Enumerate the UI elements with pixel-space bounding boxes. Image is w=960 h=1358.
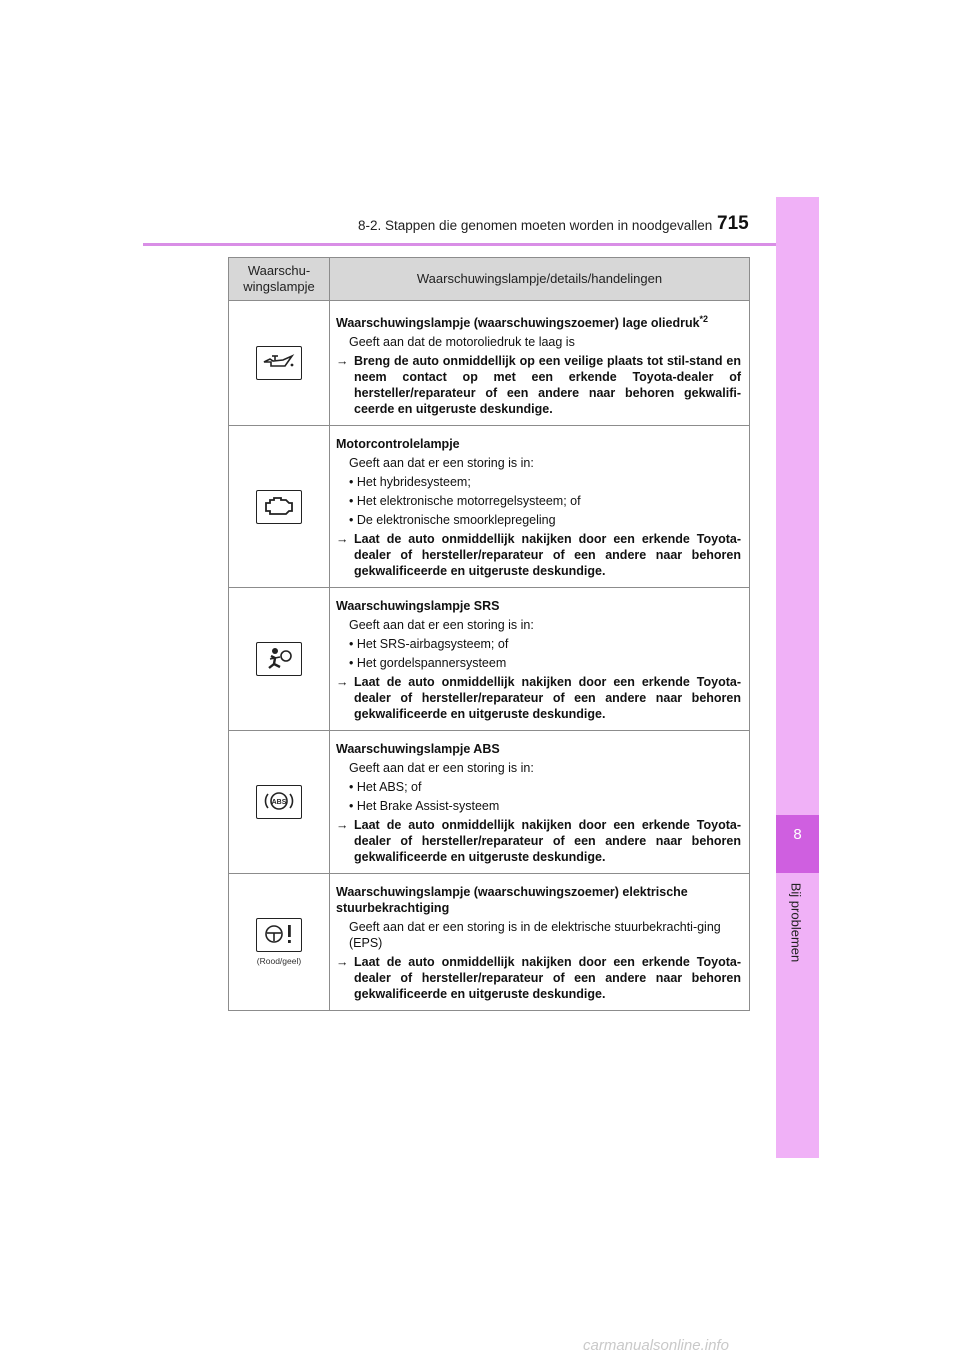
chapter-number: 8 bbox=[793, 826, 802, 843]
table-row bbox=[229, 588, 750, 731]
cause-bullet: • Het gordelspannersysteem bbox=[349, 656, 507, 671]
details-cell bbox=[330, 731, 750, 874]
abs-icon bbox=[256, 785, 302, 819]
lamp-description: Geeft aan dat er een storing is in de elektrische stuurbekrachti-ging (EPS) bbox=[349, 920, 721, 951]
arrow-icon: → bbox=[336, 532, 349, 547]
chapter-label: Bij problemen bbox=[788, 882, 804, 963]
action-instruction: → Laat de auto onmiddellijk nakijken door een erkende Toyota-dealer of hersteller/reparateur of een andere naar behoren gekwalificeerde en uitgeruste deskundige. bbox=[336, 955, 741, 1002]
action-instruction: → Laat de auto onmiddellijk nakijken door een erkende Toyota-dealer of hersteller/reparateur of een andere naar behoren gekwalificeerde en uitgeruste deskundige. bbox=[336, 818, 741, 865]
lamp-cell bbox=[229, 588, 330, 731]
table-row bbox=[229, 426, 750, 588]
warning-lights-table bbox=[228, 257, 750, 1011]
chapter-side-strip bbox=[776, 197, 819, 1158]
table-header-row bbox=[229, 258, 750, 301]
lamp-description: Geeft aan dat er een storing is in: bbox=[349, 618, 534, 633]
cause-bullet: • Het ABS; of bbox=[349, 780, 422, 795]
lamp-title: Motorcontrolelampje bbox=[336, 437, 460, 452]
abs-icon-label: ABS bbox=[271, 799, 287, 807]
header-divider bbox=[143, 243, 819, 246]
col-header-lamp-l1: Waarschu- bbox=[247, 262, 311, 278]
lamp-description: Geeft aan dat de motoroliedruk te laag is bbox=[349, 335, 575, 350]
engine-check-icon bbox=[256, 490, 302, 524]
arrow-icon: → bbox=[336, 955, 349, 970]
details-cell bbox=[330, 588, 750, 731]
cause-bullet: • Het elektronische motorregelsysteem; of bbox=[349, 494, 581, 509]
lamp-cell bbox=[229, 874, 330, 1011]
table-row bbox=[229, 731, 750, 874]
table-row bbox=[229, 874, 750, 1011]
lamp-cell bbox=[229, 731, 330, 874]
details-cell bbox=[330, 874, 750, 1011]
watermark: carmanualsonline.info bbox=[583, 1337, 729, 1354]
table-row bbox=[229, 301, 750, 426]
lamp-title: Waarschuwingslampje (waarschuwingszoemer) lage oliedruk$^{*2}$ bbox=[336, 314, 709, 331]
col-header-details: Waarschuwingslampje/details/handelingen bbox=[330, 258, 750, 301]
lamp-title: Waarschuwingslampje (waarschuwingszoemer) elektrische stuurbekrachtiging bbox=[336, 885, 688, 916]
cause-bullet: • De elektronische smoorklepregeling bbox=[349, 513, 556, 528]
lamp-description: Geeft aan dat er een storing is in: bbox=[349, 761, 534, 776]
details-cell bbox=[330, 426, 750, 588]
details-cell bbox=[330, 301, 750, 426]
footnote-ref: *2 bbox=[699, 314, 709, 324]
srs-airbag-icon bbox=[256, 642, 302, 676]
cause-bullet: • Het SRS-airbagsysteem; of bbox=[349, 637, 509, 652]
action-instruction: → Breng de auto onmiddellijk op een veilige plaats tot stil-stand en neem contact op met een erkende Toyota-dealer of hersteller/reparateur of een andere naar behoren gekwalifi-ceerde en uitgeruste deskundige. bbox=[336, 354, 741, 417]
arrow-icon: → bbox=[336, 675, 349, 690]
action-instruction: → Laat de auto onmiddellijk nakijken door een erkende Toyota-dealer of hersteller/reparateur of een andere naar behoren gekwalificeerde en uitgeruste deskundige. bbox=[336, 675, 741, 722]
arrow-icon: → bbox=[336, 818, 349, 833]
cause-bullet: • Het hybridesysteem; bbox=[349, 475, 471, 490]
cause-bullet: • Het Brake Assist-systeem bbox=[349, 799, 500, 814]
lamp-title: Waarschuwingslampje SRS bbox=[336, 599, 500, 614]
section-title: 8-2. Stappen die genomen moeten worden in noodgevallen bbox=[358, 218, 713, 233]
lamp-title: Waarschuwingslampje ABS bbox=[336, 742, 500, 757]
action-instruction: → Laat de auto onmiddellijk nakijken door een erkende Toyota-dealer of hersteller/reparateur of een andere naar behoren gekwalificeerde en uitgeruste deskundige. bbox=[336, 532, 741, 579]
lamp-cell bbox=[229, 301, 330, 426]
power-steering-icon bbox=[256, 918, 302, 952]
lamp-caption: (Rood/geel) bbox=[256, 956, 302, 967]
col-header-lamp bbox=[229, 258, 330, 301]
arrow-icon: → bbox=[336, 354, 349, 369]
lamp-description: Geeft aan dat er een storing is in: bbox=[349, 456, 534, 471]
oil-pressure-icon bbox=[256, 346, 302, 380]
lamp-cell bbox=[229, 426, 330, 588]
col-header-lamp-l2: wingslampje bbox=[243, 279, 315, 294]
page-number: 715 bbox=[717, 213, 749, 234]
